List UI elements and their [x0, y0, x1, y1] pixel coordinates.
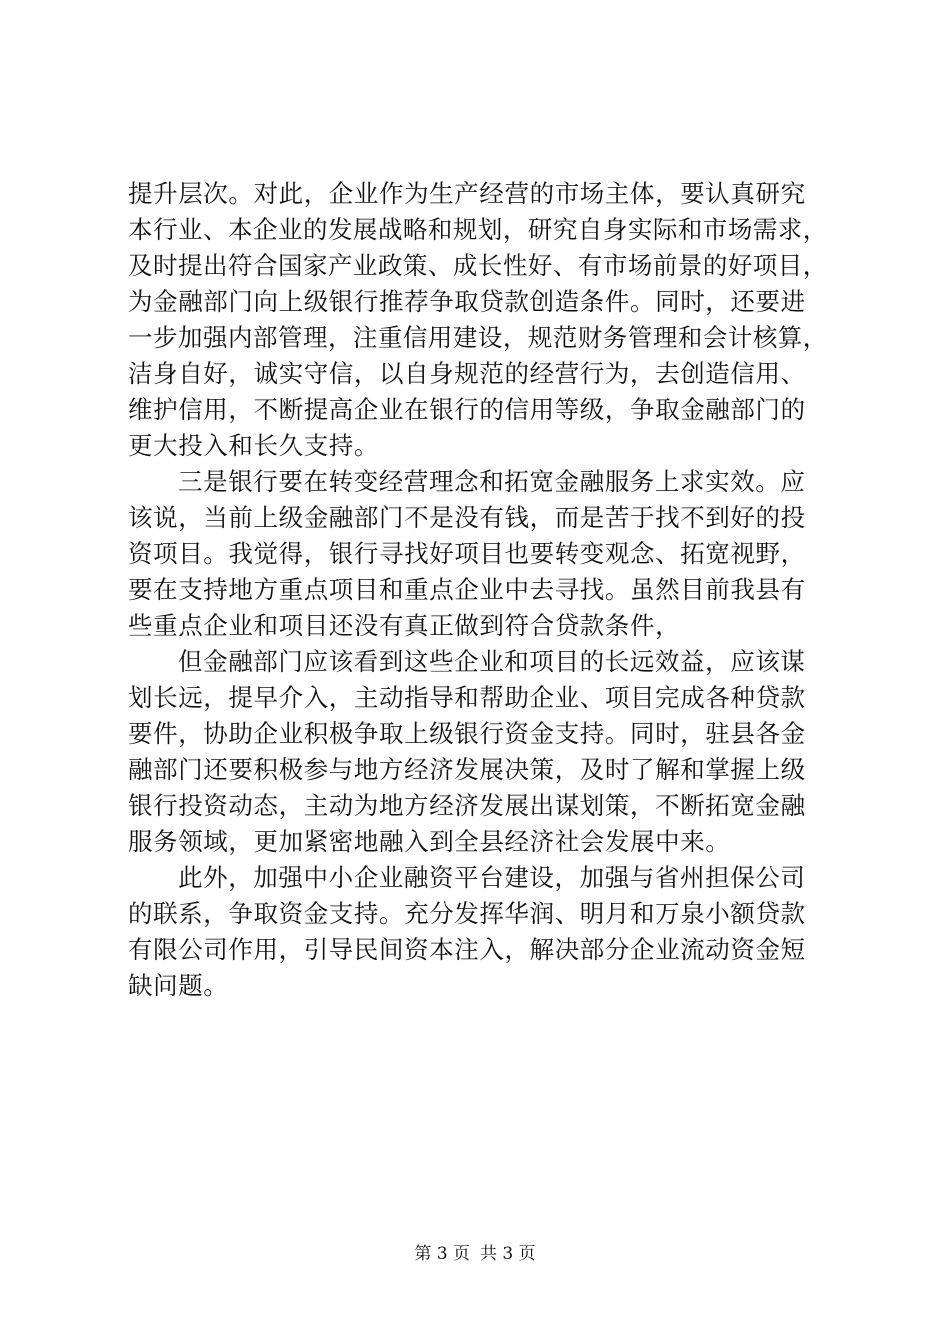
text-line: 为金融部门向上级银行推荐争取贷款创造条件。同时，还要进: [128, 287, 806, 316]
text-line: 划长远，提早介入，主动指导和帮助企业、项目完成各种贷款: [128, 683, 806, 712]
text-line: 更大投入和长久支持。: [128, 431, 379, 460]
text-line: 有限公司作用，引导民间资本注入，解决部分企业流动资金短: [128, 935, 806, 964]
page-footer: [0, 1242, 950, 1266]
text-line: 资项目。我觉得，银行寻找好项目也要转变观念、拓宽视野，: [128, 539, 806, 568]
page-total: 共 3 页: [480, 1244, 536, 1264]
paragraph: [128, 176, 828, 464]
text-line: 此外，加强中小企业融资平台建设，加强与省州担保公司: [178, 863, 806, 892]
text-line: 维护信用，不断提高企业在银行的信用等级，争取金融部门的: [128, 395, 806, 424]
text-line: 的联系，争取资金支持。充分发挥华润、明月和万泉小额贷款: [128, 899, 806, 928]
text-line: 融部门还要积极参与地方经济发展决策，及时了解和掌握上级: [128, 755, 806, 784]
text-line: 要在支持地方重点项目和重点企业中去寻找。虽然目前我县有: [128, 575, 806, 604]
paragraph: [128, 464, 828, 644]
text-line: 银行投资动态，主动为地方经济发展出谋划策，不断拓宽金融: [128, 791, 806, 820]
text-line: 些重点企业和项目还没有真正做到符合贷款条件，: [128, 611, 681, 640]
text-line: 要件，协助企业积极争取上级银行资金支持。同时，驻县各金: [128, 719, 806, 748]
text-line: 该说，当前上级金融部门不是没有钱，而是苦于找不到好的投: [128, 503, 806, 532]
text-line: 三是银行要在转变经营理念和拓宽金融服务上求实效。应: [178, 467, 806, 496]
text-line: 提升层次。对此，企业作为生产经营的市场主体，要认真研究: [128, 179, 806, 208]
paragraph: [128, 860, 828, 1004]
document-body: [128, 176, 828, 1004]
text-line: 但金融部门应该看到这些企业和项目的长远效益，应该谋: [178, 647, 806, 676]
text-line: 服务领域，更加紧密地融入到全县经济社会发展中来。: [128, 827, 731, 856]
text-line: 一步加强内部管理，注重信用建设，规范财务管理和会计核算，: [128, 323, 828, 352]
text-line: 缺问题。: [128, 971, 229, 1000]
page-number: 第 3 页: [414, 1244, 470, 1264]
text-line: 本行业、本企业的发展战略和规划，研究自身实际和市场需求，: [128, 215, 828, 244]
paragraph: [128, 644, 828, 860]
text-line: 洁身自好，诚实守信，以自身规范的经营行为，去创造信用、: [128, 359, 806, 388]
text-line: 及时提出符合国家产业政策、成长性好、有市场前景的好项目，: [128, 251, 828, 280]
